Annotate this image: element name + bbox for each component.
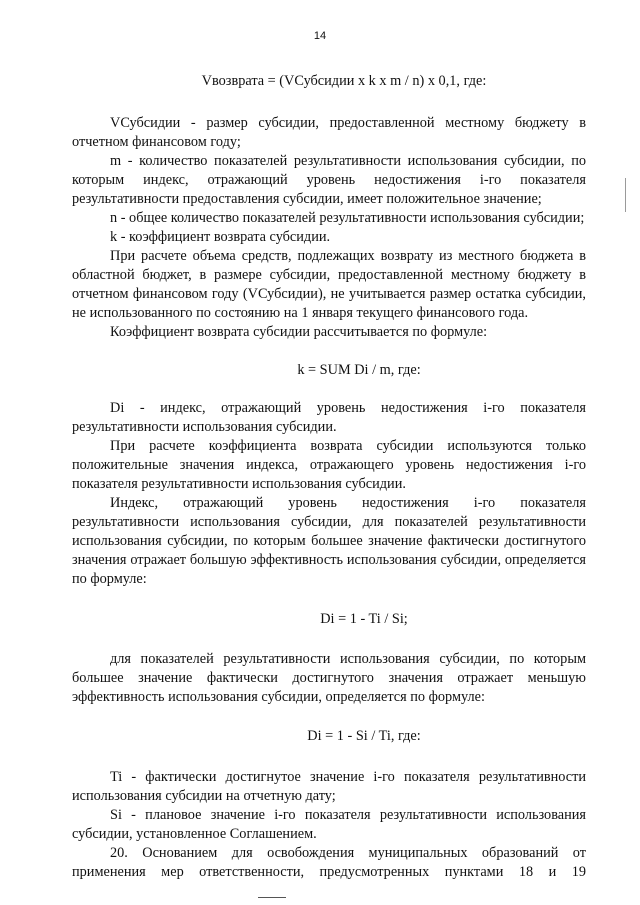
paragraph-si: Si - плановое значение i-го показателя результативности использования субсидии, установленное Соглашением. [72,807,586,842]
paragraph-clause-20: 20. Основанием для освобождения муниципальных образований от применения мер ответственности, предусмотренных пунктами 18 и 19 [72,845,586,880]
formula-coefficient: k = SUM Di / m, где: [297,362,421,378]
paragraph-index-definition: Индекс, отражающий уровень недостижения i-го показателя результативности использования субсидии, для показателей результативности использования субсидии, по которым большее значение фактически достигнутого значения отражает большую эффективность использования субсидии, определяется по формуле: [72,495,586,587]
paragraph-calculation-note: При расчете объема средств, подлежащих возврату из местного бюджета в областной бюджет, в размере субсидии, предоставленной местному бюджету в отчетном финансовом году (VСубсидии), не учитывается размер остатка субсидии, не использованного по состоянию на 1 января текущего финансового года. [72,248,586,321]
formula-di-second: Di = 1 - Si / Ti, где: [307,728,421,744]
formula-di-first: Di = 1 - Ti / Si; [320,611,408,627]
document-body [72,72,586,882]
paragraph-positive-values: При расчете коэффициента возврата субсидии используются только положительные значения индекса, отражающего уровень недостижения i-го показателя результативности использования субсидии. [72,438,586,492]
page-number: 14 [313,30,327,42]
bottom-divider [258,897,286,898]
paragraph-index-second: для показателей результативности использования субсидии, по которым большее значение фактически достигнутого значения отражает меньшую эффективность использования субсидии, определяется по формуле: [72,651,586,705]
paragraph-m: m - количество показателей результативности использования субсидии, по которым индекс, отражающий уровень недостижения i-го показателя результативности предоставления субсидии, имеет положительное значение; [72,153,586,207]
paragraph-n: n - общее количество показателей результативности использования субсидии; [110,210,585,226]
formula-return-volume: Vвозврата = (VСубсидии х k х m / n) х 0,1, где: [201,73,487,89]
margin-mark [625,178,626,212]
paragraph-coefficient-intro: Коэффициент возврата субсидии рассчитывается по формуле: [110,324,488,340]
paragraph-ti: Ti - фактически достигнутое значение i-го показателя результативности использования субсидии на отчетную дату; [72,769,586,804]
paragraph-di: Di - индекс, отражающий уровень недостижения i-го показателя результативности использования субсидии. [72,400,586,435]
paragraph-vsubsidy: VСубсидии - размер субсидии, предоставленной местному бюджету в отчетном финансовом году; [72,115,586,150]
paragraph-k: k - коэффициент возврата субсидии. [110,229,331,245]
